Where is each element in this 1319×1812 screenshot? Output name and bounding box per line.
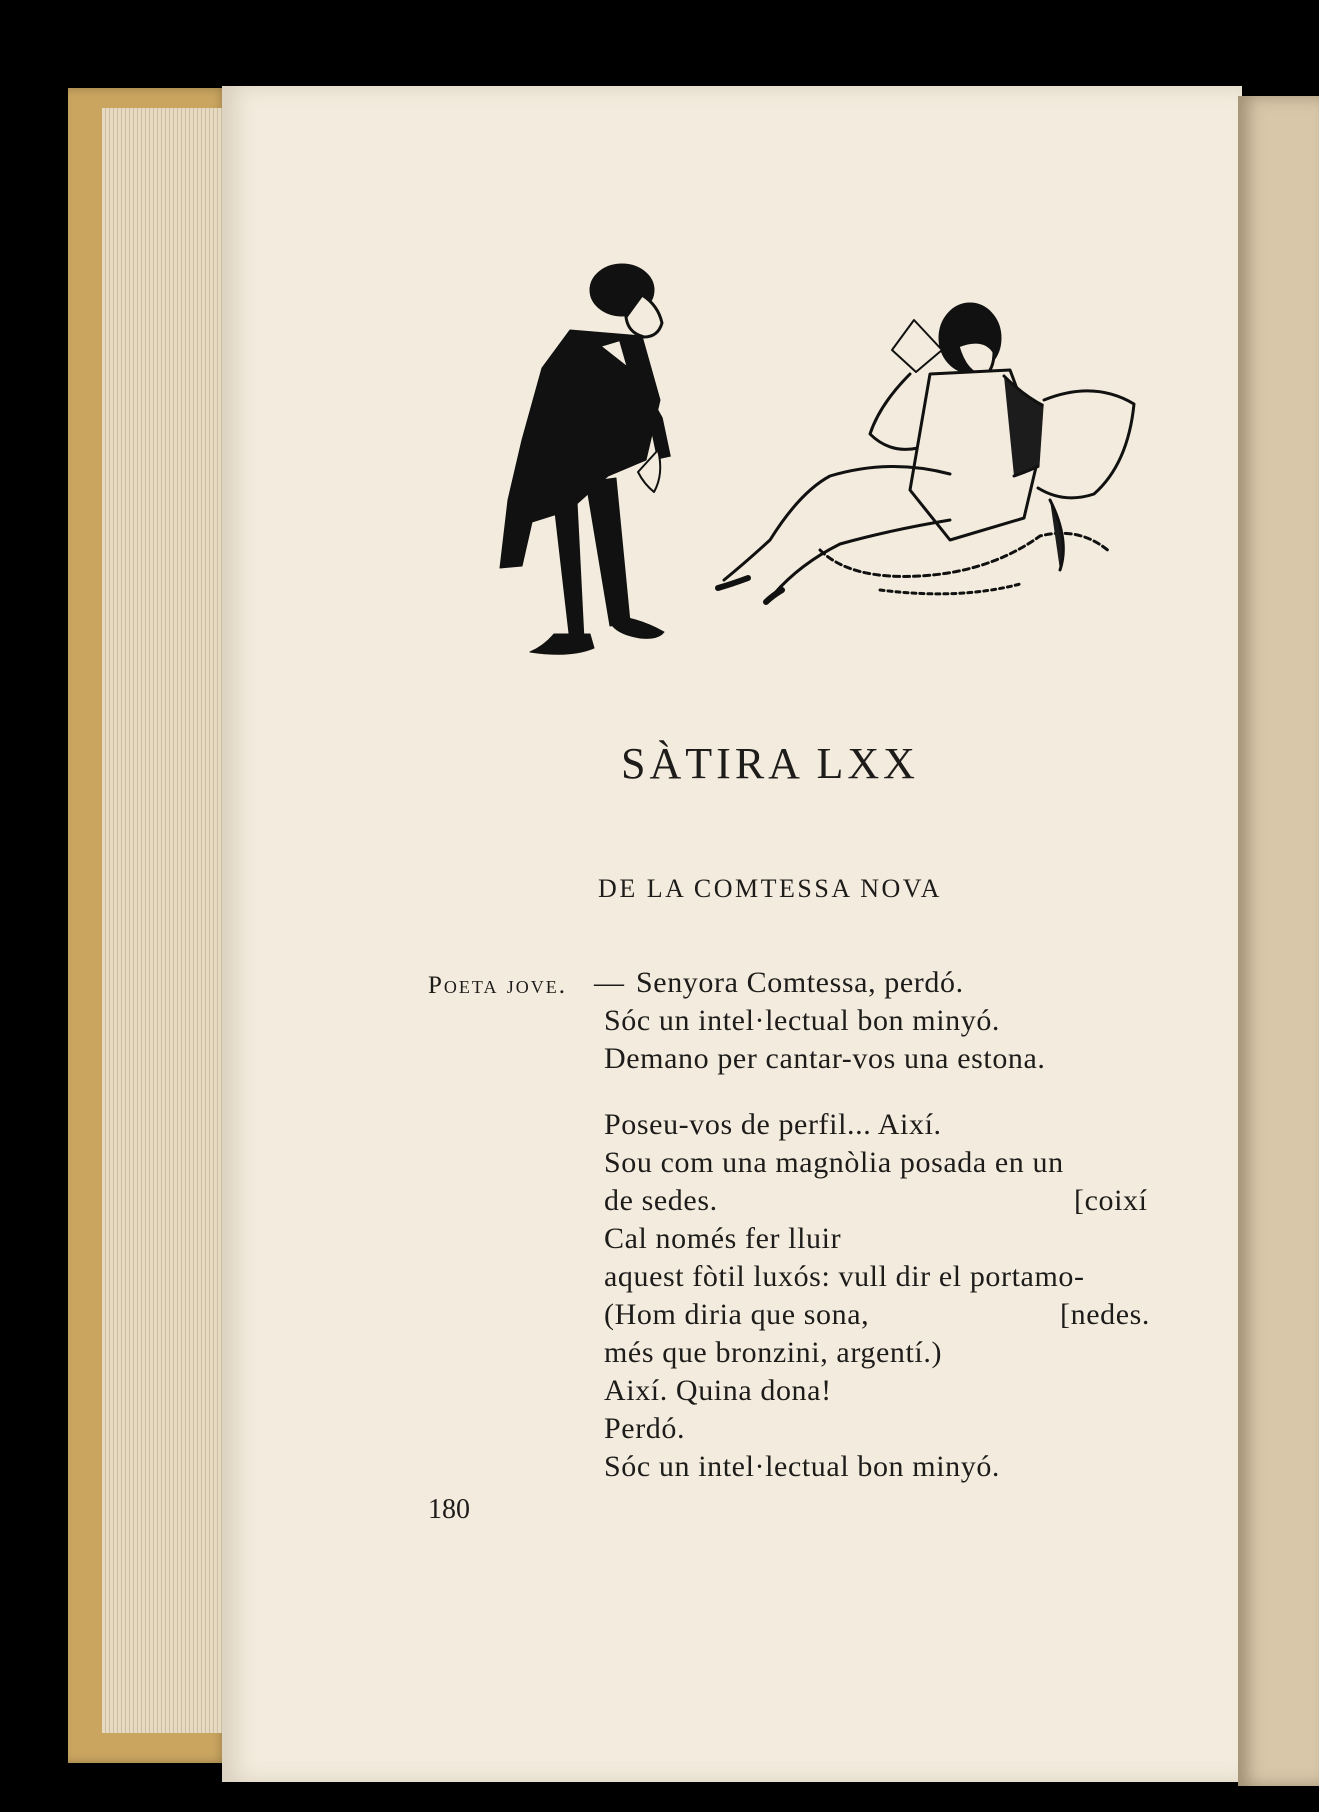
poem-line: Sóc un intel·lectual bon minyó. bbox=[604, 1004, 1001, 1037]
poem-line-continuation: [nedes. bbox=[1060, 1298, 1150, 1331]
bowing-man-figure bbox=[500, 264, 664, 654]
poem-line: aquest fòtil luxós: vull dir el portamo- bbox=[604, 1260, 1085, 1293]
poem-line: Cal només fer lluir bbox=[604, 1222, 842, 1255]
poem-line: Poseu-vos de perfil... Així. bbox=[604, 1108, 942, 1141]
speaker-label: Poeta jove. bbox=[428, 972, 567, 999]
poem-line: Sou com una magnòlia posada en un bbox=[604, 1146, 1064, 1179]
poem-line: Així. Quina dona! bbox=[604, 1374, 832, 1407]
poem-line: (Hom diria que sona, bbox=[604, 1298, 870, 1331]
poem-subtitle: DE LA COMTESSA NOVA bbox=[598, 874, 942, 903]
poem-line: Sóc un intel·lectual bon minyó. bbox=[604, 1450, 1001, 1483]
poem-line-continuation: [coixí bbox=[1074, 1184, 1148, 1217]
poem-line: Demano per cantar-vos una estona. bbox=[604, 1042, 1046, 1075]
poem-line: Perdó. bbox=[604, 1412, 686, 1445]
illustration bbox=[410, 250, 1150, 690]
poem-line: Senyora Comtessa, perdó. bbox=[636, 966, 964, 999]
next-page-edge bbox=[1238, 96, 1319, 1786]
poem-line: de sedes. bbox=[604, 1184, 718, 1217]
reclining-woman-figure bbox=[718, 304, 1134, 602]
poem-title: SÀTIRA LXX bbox=[621, 739, 919, 788]
poem-line: més que bronzini, argentí.) bbox=[604, 1336, 943, 1369]
page-edges bbox=[102, 108, 242, 1733]
dialogue-dash: — bbox=[594, 966, 624, 999]
page-number: 180 bbox=[428, 1494, 470, 1525]
